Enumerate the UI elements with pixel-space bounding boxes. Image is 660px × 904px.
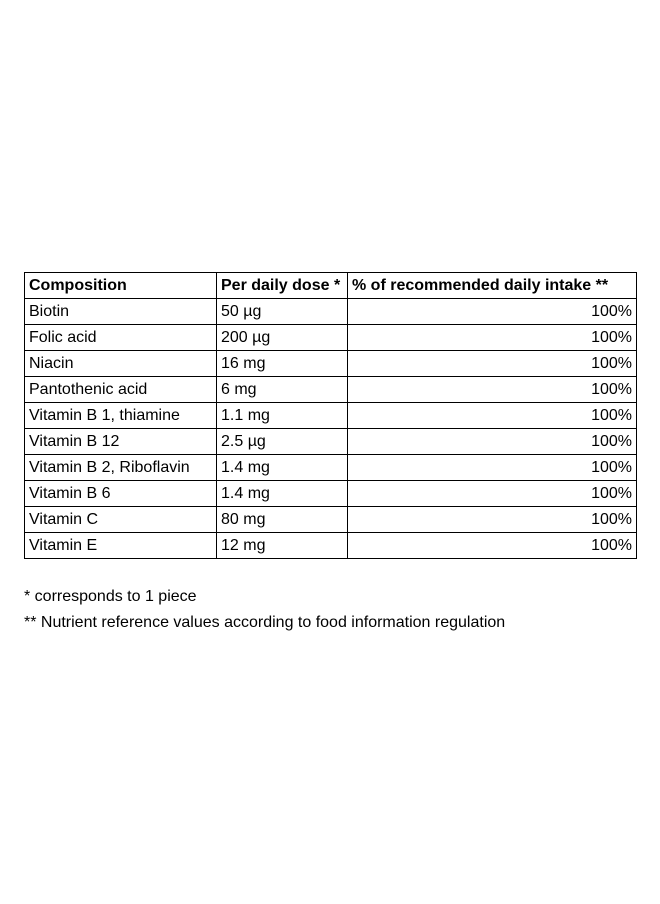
- composition-cell: Pantothenic acid: [25, 377, 217, 403]
- composition-cell: Vitamin B 1, thiamine: [25, 403, 217, 429]
- dose-cell: 12 mg: [217, 533, 348, 559]
- table-row: [25, 325, 637, 351]
- composition-cell: Vitamin B 6: [25, 481, 217, 507]
- composition-cell: Vitamin C: [25, 507, 217, 533]
- table-row: [25, 403, 637, 429]
- footnote-reference-values: ** Nutrient reference values according to food information regulation: [24, 614, 506, 631]
- composition-cell: Vitamin B 2, Riboflavin: [25, 455, 217, 481]
- table-row: [25, 299, 637, 325]
- header-daily-intake-percent: % of recommended daily intake **: [348, 273, 637, 299]
- percent-cell: 100%: [348, 403, 637, 429]
- percent-cell: 100%: [348, 351, 637, 377]
- percent-cell: 100%: [348, 429, 637, 455]
- table-row: [25, 455, 637, 481]
- header-daily-dose: Per daily dose *: [217, 273, 348, 299]
- percent-cell: 100%: [348, 481, 637, 507]
- dose-cell: 80 mg: [217, 507, 348, 533]
- percent-cell: 100%: [348, 507, 637, 533]
- dose-cell: 6 mg: [217, 377, 348, 403]
- nutrition-table: [24, 272, 637, 559]
- composition-cell: Niacin: [25, 351, 217, 377]
- dose-cell: 200 µg: [217, 325, 348, 351]
- table-row: [25, 533, 637, 559]
- footnote-serving: * corresponds to 1 piece: [24, 588, 197, 605]
- composition-cell: Vitamin E: [25, 533, 217, 559]
- dose-cell: 1.4 mg: [217, 455, 348, 481]
- percent-cell: 100%: [348, 455, 637, 481]
- composition-cell: Biotin: [25, 299, 217, 325]
- table-header-row: [25, 273, 637, 299]
- dose-cell: 1.1 mg: [217, 403, 348, 429]
- table-row: [25, 351, 637, 377]
- percent-cell: 100%: [348, 325, 637, 351]
- table-row: [25, 507, 637, 533]
- composition-cell: Folic acid: [25, 325, 217, 351]
- header-composition: Composition: [25, 273, 217, 299]
- table-row: [25, 377, 637, 403]
- table-row: [25, 429, 637, 455]
- table-row: [25, 481, 637, 507]
- percent-cell: 100%: [348, 299, 637, 325]
- footnotes: [24, 584, 505, 636]
- dose-cell: 2.5 µg: [217, 429, 348, 455]
- percent-cell: 100%: [348, 377, 637, 403]
- percent-cell: 100%: [348, 533, 637, 559]
- composition-cell: Vitamin B 12: [25, 429, 217, 455]
- dose-cell: 16 mg: [217, 351, 348, 377]
- dose-cell: 1.4 mg: [217, 481, 348, 507]
- dose-cell: 50 µg: [217, 299, 348, 325]
